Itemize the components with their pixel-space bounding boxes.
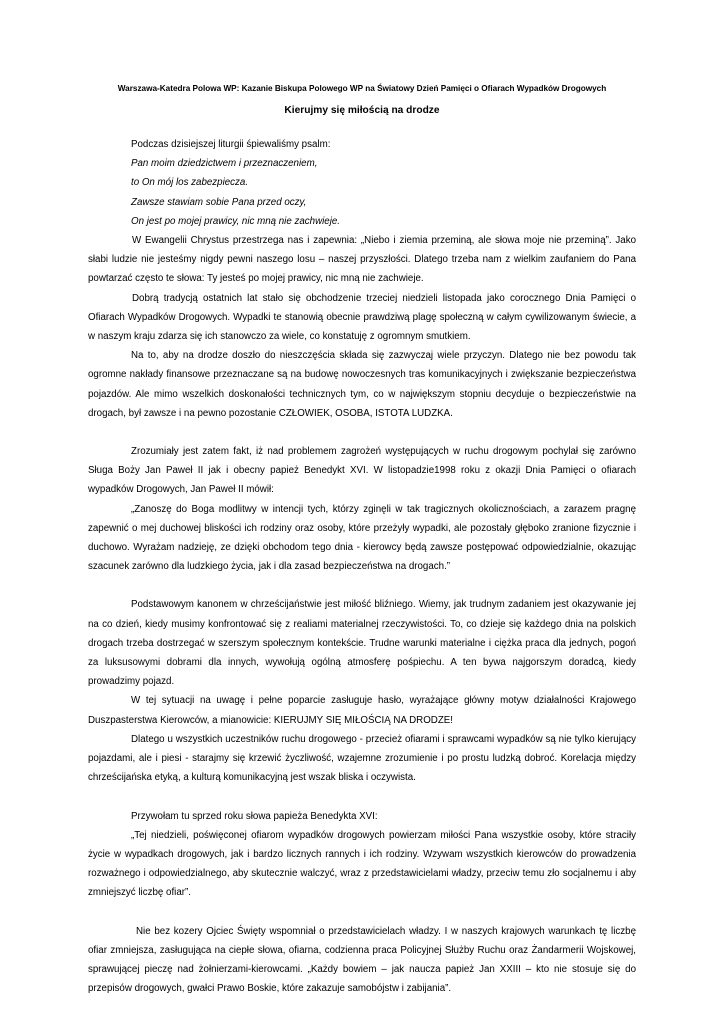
psalm-verse: On jest po mojej prawicy, nic mną nie zachwieje. [131,215,340,227]
paragraph: Dobrą tradycją ostatnich lat stało się obchodzenie trzeciej niedzieli listopada jako corocznego Dnia Pamięci o Ofiarach Wypadków Drogowych. Wypadki te stanowią obecnie prawdziwą plagę społeczną w całym cywilizowanym świecie, a w naszym kraju zdarza się ich stanowczo za wiele, co konstatuję z ogromnym smutkiem. [88,292,636,343]
paragraph: W tej sytuacji na uwagę i pełne poparcie zasługuje hasło, wyrażające główny motyw działalności Krajowego Duszpasterstwa Kierowców, a mianowicie: KIERUJMY SIĘ MIŁOŚCIĄ NA DRODZE! [88,695,636,726]
quote-paragraph: „Tej niedzieli, poświęconej ofiarom wypadków drogowych powierzam miłości Pana wszystkie osoby, które straciły życie w wypadkach drogowych, jak i bardzo licznych rannych i ich rodziny. Wzywam wszystkich kierowców do prowadzenia rozważnego i odpowiedzialnego, aby skutecznie walczyć, wraz z przedstawicielami władzy, przeciw temu zło socjalnemu i aby zmniejszyć liczbę ofiar”. [88,829,636,899]
paragraph: Dlatego u wszystkich uczestników ruchu drogowego - przecież ofiarami i sprawcami wypadków są nie tylko kierujący pojazdami, ale i piesi - starajmy się krzewić życzliwość, wzajemne zrozumienie i po prostu ludzką dobroć. Korelacja między chrześcijańska etyką, a kulturą komunikacyjną jest wszak bliska i oczywista. [88,733,636,784]
paragraph: Na to, aby na drodze doszło do nieszczęścia składa się zazwyczaj wiele przyczyn. Dlatego nie bez powodu tak ogromne nakłady finansowe przeznaczane są na budowę nowoczesnych tras komunikacyjnych i zwiększanie bezpieczeństwa pojazdów. Ale mimo wszelkich doskonałości technicznych tym, co w największym stopniu decyduje o bezpieczeństwie na drogach, był zawsze i na pewno pozostanie CZŁOWIEK, OSOBA, ISTOTA LUDZKA. [88,350,636,419]
paragraph-gap [88,788,636,807]
paragraph: W Ewangelii Chrystus przestrzega nas i zapewnia: „Niebo i ziemia przeminą, ale słowa moje nie przeminą”. Jako słabi ludzie nie jesteśmy nigdy pewni naszego losu – naszej przyszłości. Dlatego trzeba nam z wielkim zaufaniem do Pana powtarzać często te słowa: Ty jesteś po mojej prawicy, nic mną nie zachwieje. [88,235,636,285]
psalm-verse: to On mój los zabezpiecza. [131,177,249,189]
intro-line: Podczas dzisiejszej liturgii śpiewaliśmy psalm: [131,139,331,150]
document-header: Warszawa-Katedra Polowa WP: Kazanie Biskupa Polowego WP na Światowy Dzień Pamięci o Ofiarach Wypadków Drogowych [117,84,607,93]
paragraph: Przywołam tu sprzed roku słowa papieża Benedykta XVI: [131,810,378,822]
paragraph-gap [88,903,636,922]
paragraph-gap [88,423,636,442]
document-title: Kierujmy się miłością na drodze [284,105,440,116]
quote-paragraph: „Zanoszę do Boga modlitwy w intencji tych, którzy zginęli w tak tragicznych okolicznościach, a zarazem pragnę zapewnić o mej duchowej bliskości ich rodziny oraz osoby, które przeżyły wypadki, ale pozostały głęboko zranione fizycznie i duchowo. Wyrażam nadzieję, ze dzięki obchodom tego dnia - kierowcy będą zawsze postępować odpowiedzialnie, okazując szacunek zarówno dla ludzkiego życia, jak i dla zasad bezpieczeństwa na drogach.” [88,503,636,573]
paragraph: Zrozumiały jest zatem fakt, iż nad problemem zagrożeń występujących w ruchu drogowym pochylał się zarówno Sługa Boży Jan Paweł II jak i obecny papież Benedykt XVI. W listopadzie1998 roku z okazji Dnia Pamięci o ofiarach wypadków Drogowych, Jan Paweł II mówił: [88,446,636,496]
paragraph: Podstawowym kanonem w chrześcijaństwie jest miłość bliźniego. Wiemy, jak trudnym zadaniem jest okazywanie jej na co dzień, kiedy musimy konfrontować się z realiami materialnej rzeczywistości. To, co dzieje się każdego dnia na polskich drogach trzeba dostrzegać w szerszym społecznym kontekście. Trudne warunki materialne i ciężka praca dla jednych, pogoń za luksusowymi dobrami dla innych, wywołują ogólną atmosferę pośpiechu. A ten bywa najgorszym doradcą, kiedy prowadzimy pojazd. [88,599,636,688]
psalm-verse: Zawsze stawiam sobie Pana przed oczy, [131,196,307,208]
paragraph: Nie bez kozery Ojciec Święty wspomniał o przedstawicielach władzy. I w naszych krajowych warunkach tę liczbę ofiar zmniejsza, zasługująca na ciepłe słowa, ofiarna, codzienna praca Policyjnej Służby Ruchu oraz Żandarmerii Wojskowej, sprawującej pieczę nad żołnierzami-kierowcami. „Każdy bowiem – jak naucza papież Jan XXIII – kto nie stosuje się do przepisów drogowych, gwałci Prawo Boskie, które zakazuje samobójstw i zabijania”. [88,925,636,995]
paragraph-gap [88,576,636,595]
document-body [88,135,636,998]
psalm-verse: Pan moim dziedzictwem i przeznaczeniem, [131,158,318,170]
